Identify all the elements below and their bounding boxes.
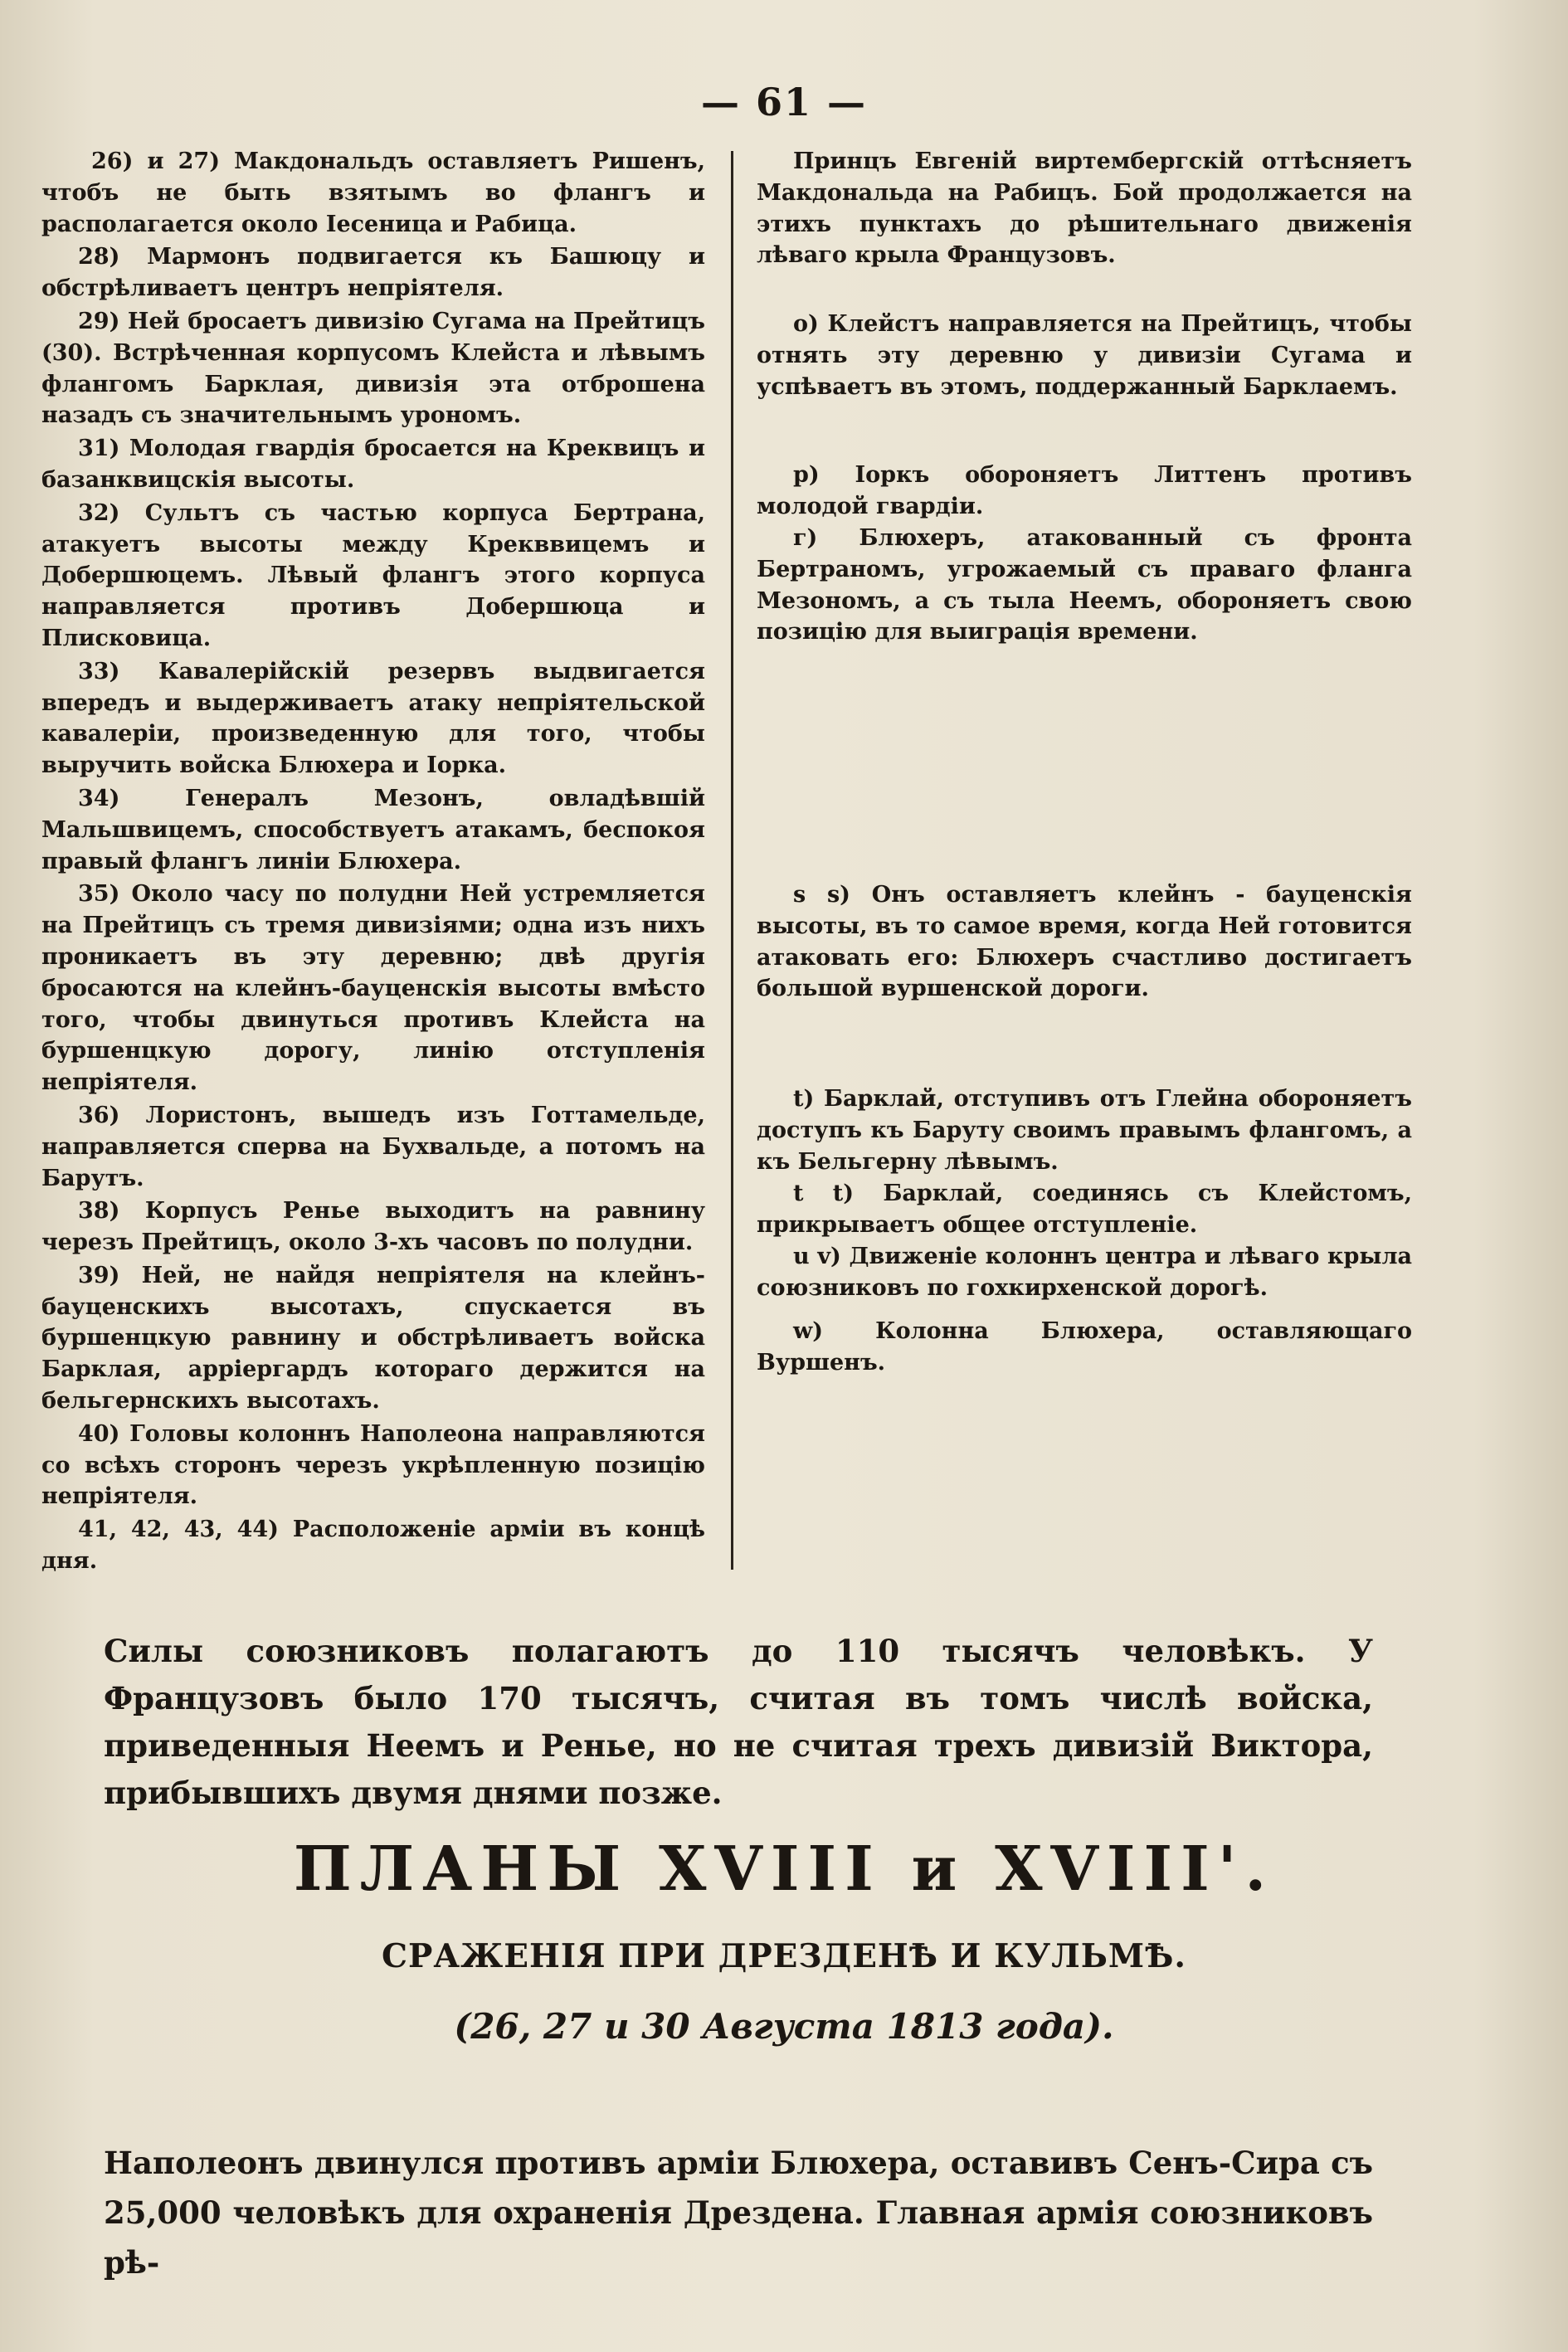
page-number: — 61 — xyxy=(700,80,868,124)
legend-entry: 34) Генералъ Мезонъ, овладѣвшій Мальшвицемъ, способствуетъ атакамъ, беспокоя правый флангъ линіи Блюхера. xyxy=(41,785,705,874)
battle-heading: СРАЖЕНІЯ ПРИ ДРЕЗДЕНѢ И КУЛЬМѢ. xyxy=(382,1937,1186,1975)
body-paragraph: Наполеонъ двинулся противъ арміи Блюхера, оставивъ Сенъ-Сира съ 25,000 человѣкъ для охраненія Дрездена. Главная армія союзниковъ рѣ- xyxy=(104,2145,1373,2281)
legend-entry: 39) Ней, не найдя непріятеля на клейнъ-бауценскихъ высотахъ, спускается въ буршенцкую равнину и обстрѣливаетъ войска Барклая, арріергардъ котораго держится на бельгернскихъ высотахъ. xyxy=(41,1262,705,1415)
legend-entry: 40) Головы колоннъ Наполеона направляются со всѣхъ сторонъ черезъ укрѣпленную позицію непріятеля. xyxy=(41,1420,705,1510)
legend-entry: 38) Корпусъ Ренье выходитъ на равнину черезъ Прейтицъ, около 3-хъ часовъ по полудни. xyxy=(41,1198,705,1256)
legend-entry: р) Іоркъ обороняетъ Литтенъ противъ молодой гвардіи. xyxy=(757,462,1412,519)
legend-entry: 28) Мармонъ подвигается къ Башюцу и обстрѣливаетъ центръ непріятеля. xyxy=(41,244,705,302)
legend-entry: 36) Лористонъ, вышедъ изъ Готтамельде, направляется сперва на Бухвальде, а потомъ на Барутъ. xyxy=(41,1102,705,1191)
legend-entry: 31) Молодая гвардія бросается на Креквицъ и базанквицскія высоты. xyxy=(41,436,705,493)
legend-entry: s s) Онъ оставляетъ клейнъ - бауценскія высоты, въ то самое время, когда Ней готовится атаковать его: Блюхеръ счастливо достигаетъ большой вуршенской дороги. xyxy=(757,882,1412,1002)
legend-entry: 35) Около часу по полудни Ней устремляется на Прейтицъ съ тремя дивизіями; одна изъ нихъ проникаетъ въ эту деревню; двѣ другія бросаются на клейнъ-бауценскія высоты вмѣсто того, чтобы двинуться противъ Клейста на буршенцкую дорогу, линію отступленія непріятеля. xyxy=(41,881,705,1096)
legend-entry: 32) Сультъ съ частью корпуса Бертрана, атакуетъ высоты между Крекввицемъ и Добершюцемъ. Лѣвый флангъ этого корпуса направляется противъ Добершюца и Плисковица. xyxy=(41,499,705,651)
legend-entry: t t) Барклай, соединясь съ Клейстомъ, прикрываетъ общее отступленіе. xyxy=(757,1181,1412,1238)
legend-entry: 26) и 27) Макдональдъ оставляетъ Ришенъ, чтобъ не быть взятымъ во флангъ и располагается около Іесеница и Рабица. xyxy=(41,149,705,237)
forces-summary: Силы союзниковъ полагаютъ до 110 тысячъ человѣкъ. У Французовъ было 170 тысячъ, считая въ томъ числѣ войска, приведенныя Неемъ и Ренье, но не считая трехъ дивизій Виктора, прибывшихъ двумя днями позже. xyxy=(104,1633,1373,1811)
legend-entry: о) Клейстъ направляется на Прейтицъ, чтобы отнять эту деревню у дивизіи Сугама и успѣваетъ въ этомъ, поддержанный Барклаемъ. xyxy=(757,311,1412,400)
legend-entry: г) Блюхеръ, атакованный съ фронта Бертраномъ, угрожаемый съ праваго фланга Мезономъ, а съ тыла Неемъ, обороняетъ свою позицію для выиграція времени. xyxy=(757,525,1412,645)
plans-heading: ПЛАНЫ XVIII и XVIII'. xyxy=(293,1833,1275,1905)
legend-entry: w) Колонна Блюхера, оставляющаго Вуршенъ. xyxy=(757,1318,1412,1376)
legend-entry: 29) Ней бросаетъ дивизію Сугама на Прейтицъ (30). Встрѣченная корпусомъ Клейста и лѣвымъ флангомъ Барклая, дивизія эта отброшена назадъ съ значительнымъ урономъ. xyxy=(41,308,705,429)
legend-entry: t) Барклай, отступивъ отъ Глейна обороняетъ доступъ къ Баруту своимъ правымъ флангомъ, а къ Бельгерну лѣвымъ. xyxy=(757,1086,1412,1175)
left-column xyxy=(41,146,705,1579)
legend-entry: u v) Движеніе колоннъ центра и лѣваго крыла союзниковъ по гохкирхенской дорогѣ. xyxy=(757,1244,1412,1301)
date-line: (26, 27 и 30 Августа 1813 года). xyxy=(454,2006,1114,2047)
legend-entry: 33) Кавалерійскій резервъ выдвигается впередъ и выдерживаетъ атаку непріятельской кавалеріи, произведенную для того, чтобы выручить войска Блюхера и Іорка. xyxy=(41,658,705,779)
legend-entry: Принцъ Евгеній виртембергскій оттѣсняетъ Макдональда на Рабицъ. Бой продолжается на этихъ пунктахъ до рѣшительнаго движенія лѣваго крыла Французовъ. xyxy=(757,149,1412,269)
column-divider xyxy=(731,151,733,1570)
two-column-legend xyxy=(41,146,1412,1575)
legend-entry: 41, 42, 43, 44) Расположеніе арміи въ концѣ дня. xyxy=(41,1517,705,1575)
